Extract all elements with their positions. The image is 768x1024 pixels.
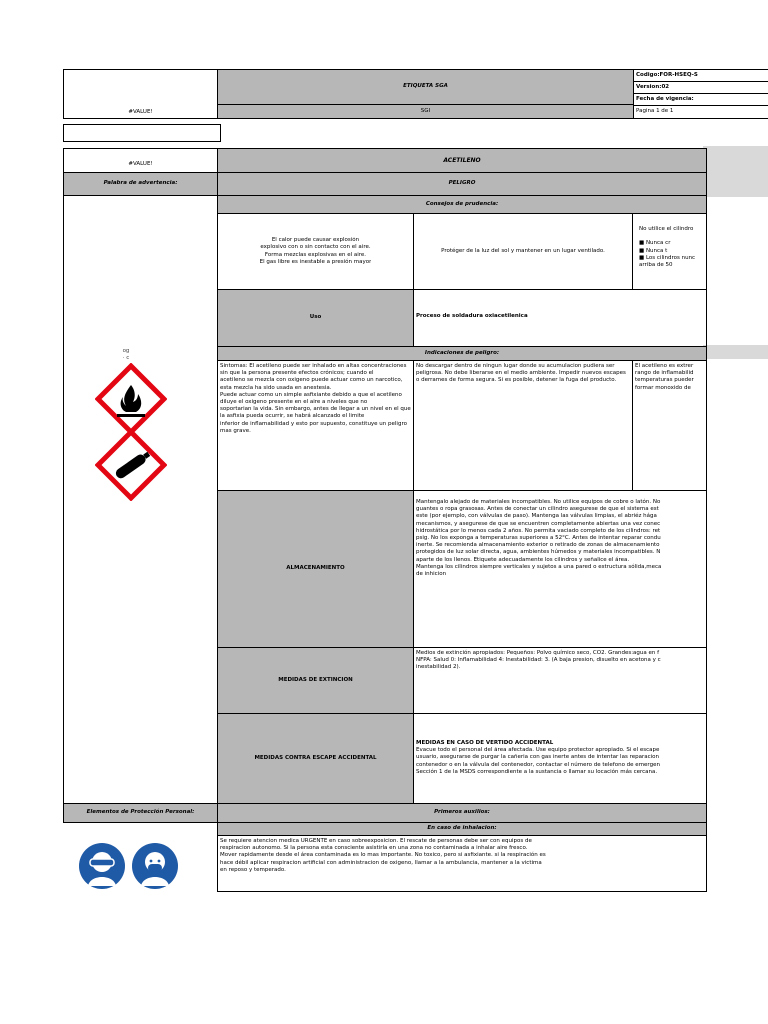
version-cell: Version:02 bbox=[633, 81, 768, 94]
pagina-cell: Pagina 1 de 1 bbox=[633, 105, 768, 119]
first-aid-text-cell: Se requiere atencion medica URGENTE en caso sobreexposicion. El rescate de personas debe ser con equipos de respiracion autonomo. Si la persona esta consciente asistirla en una zona no contaminada a inhalar aire fresco. Mover rapidamente desde el área contaminada es lo mas importante. No toxico, pero si asfixiante. si la respiración es hace débil aplicar respiracion artificial con administracion de oxigeno, llamar a la ambulancia, mantener a la victima en reposo y temperado. bbox=[217, 835, 707, 892]
danger-header: Indicaciones de peligro: bbox=[217, 346, 707, 361]
escape-value-cell bbox=[413, 713, 707, 804]
epp-label: Elementos de Protección Personal: bbox=[63, 803, 218, 823]
pictogram-note: og · c bbox=[122, 348, 130, 362]
empty-box bbox=[63, 124, 221, 142]
prudence-header: Consejos de prudencia: bbox=[217, 195, 707, 214]
system-cell: SGI bbox=[217, 104, 634, 119]
pictogram-column bbox=[63, 195, 218, 804]
first-aid-sub: En caso de inhalacion: bbox=[217, 822, 707, 836]
danger-col1: Sintomas: El acetileno puede ser inhalado en altas concentraciones sin que la persona presente efectos crónicos; cuando el acetileno se mezcla con oxigeno puede actuar como un narcotico, esta mezcla ha sido usada en anestesia. Puede actuar como un simple asfixiante debido a que el acetileno diluye el oxigeno presente en el aire a niveles que no soportarian la vida. Sin embargo, antes de llegar a un nivel en el que la asfixia pueda ocurrir, se habrá alcanzado el limite inferior de inflamabilidad y esto por supuesto, constituye un peligro mas grave. bbox=[217, 360, 414, 491]
respirator-icon bbox=[131, 842, 179, 890]
header-left-value: #VALUE! bbox=[128, 109, 153, 115]
header-logo-cell bbox=[63, 69, 218, 119]
escape-title: MEDIDAS EN CASO DE VERTIDO ACCIDENTAL bbox=[416, 740, 554, 746]
codigo-cell: Codigo:FOR-HSEQ-S bbox=[633, 69, 768, 82]
warning-value: PELIGRO bbox=[217, 172, 707, 196]
flammable-pictogram bbox=[95, 363, 167, 435]
ppe-icons-cell bbox=[63, 835, 218, 891]
prudence-col1: El calor puede causar explosión explosivo con o sin contacto con el aire. Forma mezclas explosivas en el aire. El gas libre es inestable a presión mayor bbox=[217, 213, 414, 290]
escape-text: Evacue todo el personal del área afectada. Use equipo protector apropiado. Si el escape usuario, asegurarse de purgar la cañeria con gas inerte antes de intentar las reparacion contenedor o en la válvula del contenedor, contactar el número de telefono de emergen Sección 1 de la MSDS correspondiente a la sustancia o llamar su locación más cercana. bbox=[416, 747, 660, 775]
uso-label: Uso bbox=[217, 289, 414, 347]
almacenamiento-value: Mantengalo alejado de materiales incompatibles. No utilice equipos de cobre o latón. No guantes o ropa grasosas. Antes de conectar un cilindro asegurese de que el sistema est este (por ejemplo, con válvulas de paso). Mantenga las válvulas limpias, el abriéz hága mecanismos, y asegurese de que se encuentren completamente abiertas una vez conec hidrostática por lo menos cada 2 años. No permita vaciado completo de los cilindros: ret psig. No los exponga a temperaturas superiores a 52°C. Antes de intentar reparar condu inerte. Se recomienda almacenamiento exterior o retirado de zonas de almacenamiento protegidos de luz solar directa, agua, ambientes húmedos y materiales incompatibles. N aparte de los llenos. Etiquete adecuadamente los cilindros y señalice el área. Mantenga los cilindros siempre verticales y sujetos a una pared o estructura sólida,meca de inhicion bbox=[413, 490, 707, 648]
first-aid-header: Primeros auxilios: bbox=[217, 803, 707, 823]
vigencia-cell: Fecha de vigencia: bbox=[633, 93, 768, 106]
extincion-label: MEDIDAS DE EXTINCION bbox=[217, 647, 414, 714]
product-left-value: #VALUE! bbox=[128, 161, 153, 167]
uso-value: Proceso de soldadura oxiacetilenica bbox=[413, 289, 707, 347]
danger-col2: No descargar dentro de ningun lugar donde su acumulacion pudiera ser peligrosa. No debe liberarse en el medio ambiente. Impedir nuevos escapes o derrames de forma segura. Si es posible, detener la fuga del producto. bbox=[413, 360, 633, 491]
product-name: ACETILENO bbox=[217, 148, 707, 173]
almacenamiento-label: ALMACENAMIENTO bbox=[217, 490, 414, 648]
extincion-value: Medios de extinción apropiados: Pequeños: Polvo químico seco, CO2. Grandes:agua en f NFPA: Salud 0: Inflamabilidad 4: Inestabilidad: 3. (A baja presion, disuelto en acetona y c inestabilidad 2). bbox=[413, 647, 707, 714]
escape-label: MEDIDAS CONTRA ESCAPE ACCIDENTAL bbox=[217, 713, 414, 804]
gas-cylinder-pictogram bbox=[95, 429, 167, 501]
right-gray-strip bbox=[703, 345, 768, 359]
prudence-col2: Protéger de la luz del sol y mantener en un lugar ventilado. bbox=[413, 213, 633, 290]
right-gray-block bbox=[703, 146, 768, 197]
label-title: ETIQUETA SGA bbox=[217, 69, 634, 105]
prudence-col3: No utilice el cilindro ■ Nunca cr ■ Nunca t ■ Los cilindros nunc arriba de 50 bbox=[632, 213, 707, 290]
product-left-cell bbox=[63, 148, 218, 173]
eye-protection-icon bbox=[78, 842, 126, 890]
warning-label: Palabra de advertencia: bbox=[63, 172, 218, 196]
danger-col3: El acetileno es extrer rango de inflamabilid temperaturas pueder formar monoxido de bbox=[632, 360, 707, 491]
